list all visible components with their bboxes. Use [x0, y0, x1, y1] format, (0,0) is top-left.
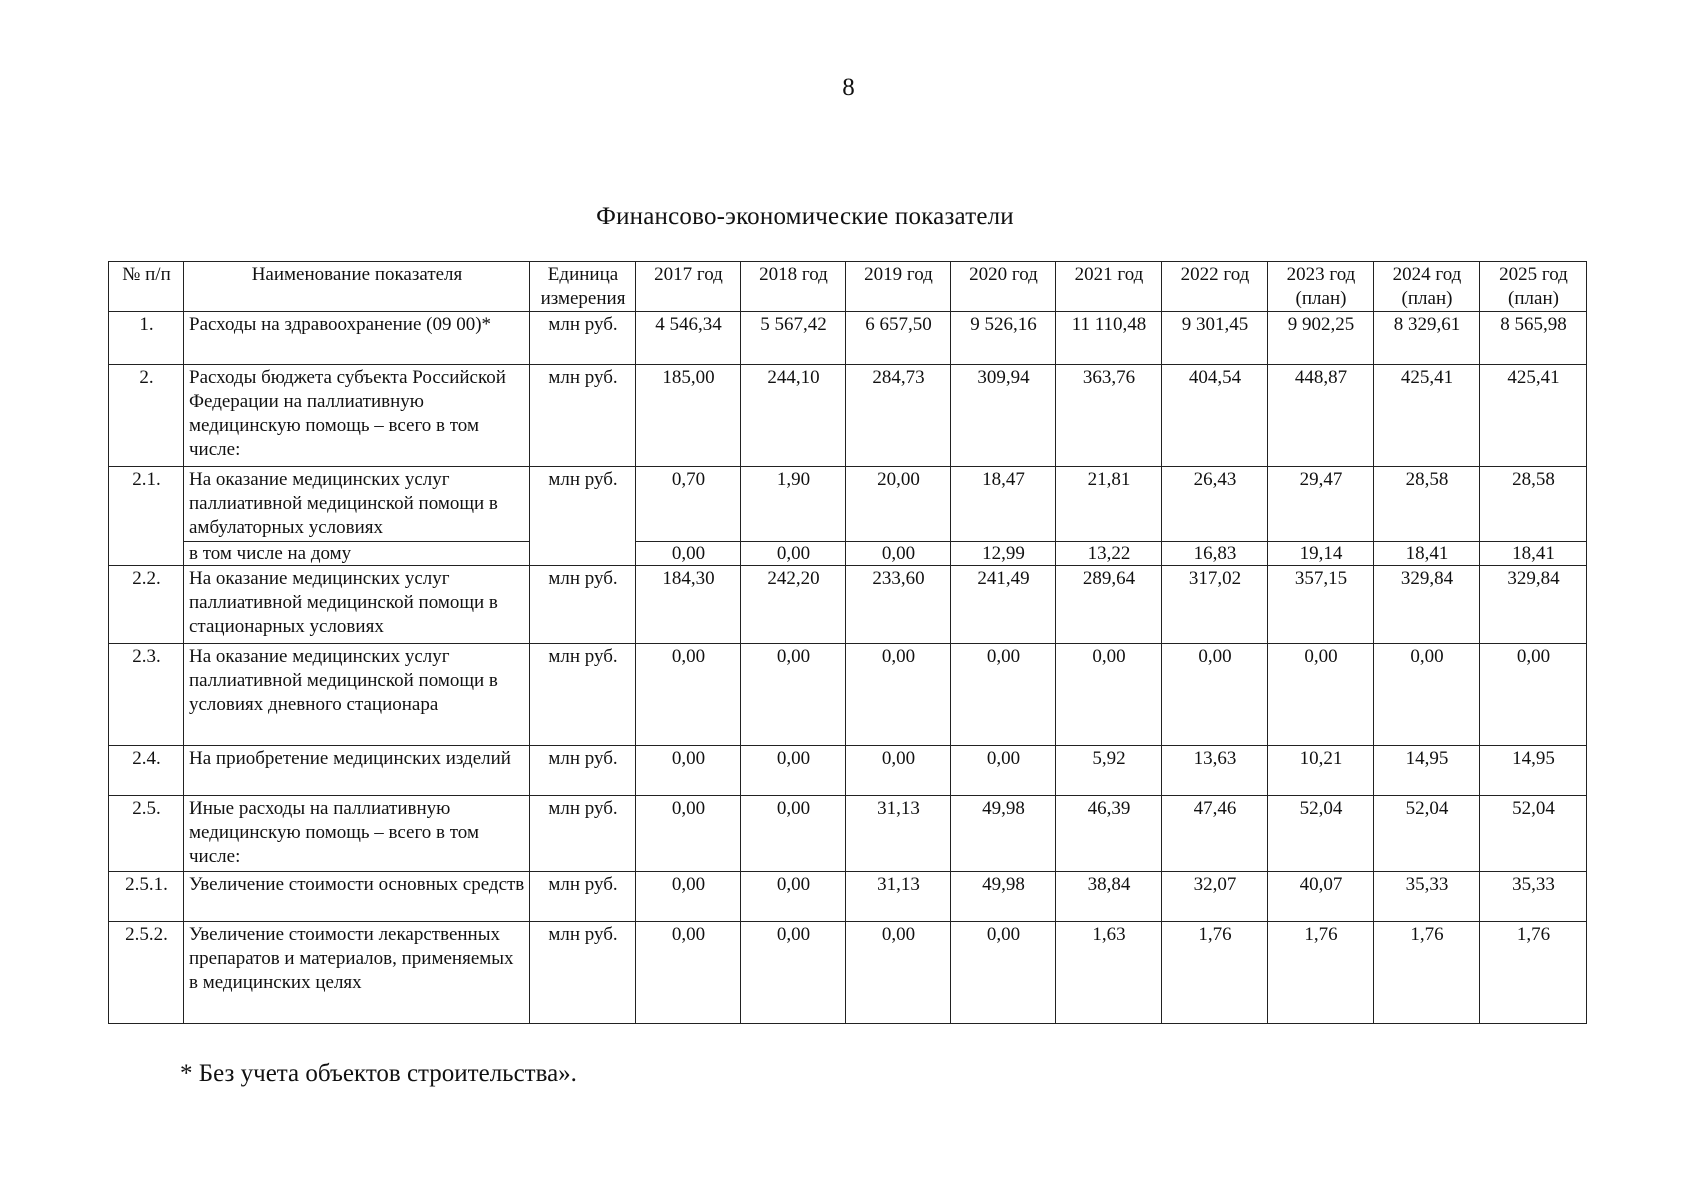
row-value: 47,46	[1162, 796, 1268, 872]
row-value: 11 110,48	[1056, 312, 1162, 365]
row-number: 2.	[109, 365, 184, 467]
row-value: 0,00	[846, 644, 951, 746]
row-value: 241,49	[951, 566, 1056, 644]
row-number: 2.3.	[109, 644, 184, 746]
row-unit: млн руб.	[530, 796, 636, 872]
row-value: 0,00	[741, 644, 846, 746]
row-value: 35,33	[1480, 872, 1587, 922]
header-year: 2018 год	[741, 262, 846, 312]
row-value: 6 657,50	[846, 312, 951, 365]
row-value: 309,94	[951, 365, 1056, 467]
row-value: 317,02	[1162, 566, 1268, 644]
header-name: Наименование показателя	[184, 262, 530, 312]
row-number: 2.5.	[109, 796, 184, 872]
row-value: 448,87	[1268, 365, 1374, 467]
header-year: 2017 год	[636, 262, 741, 312]
row-value: 10,21	[1268, 746, 1374, 796]
row-value: 357,15	[1268, 566, 1374, 644]
row-value: 0,00	[1480, 644, 1587, 746]
table-body	[109, 312, 1587, 1024]
row-unit: млн руб.	[530, 644, 636, 746]
row-value: 40,07	[1268, 872, 1374, 922]
subrow-value: 0,00	[846, 542, 951, 566]
header-year: 2022 год	[1162, 262, 1268, 312]
row-value: 8 565,98	[1480, 312, 1587, 365]
row-value: 49,98	[951, 796, 1056, 872]
row-value: 404,54	[1162, 365, 1268, 467]
row-value: 0,00	[636, 922, 741, 1024]
row-value: 1,76	[1480, 922, 1587, 1024]
header-year: 2024 год (план)	[1374, 262, 1480, 312]
row-name: Увеличение стоимости лекарственных препаратов и материалов, применяемых в медицинских целях	[184, 922, 530, 1024]
row-value: 9 526,16	[951, 312, 1056, 365]
row-value: 38,84	[1056, 872, 1162, 922]
row-value: 0,00	[951, 922, 1056, 1024]
row-value: 329,84	[1480, 566, 1587, 644]
row-value: 0,00	[636, 746, 741, 796]
row-value: 29,47	[1268, 467, 1374, 542]
row-value: 26,43	[1162, 467, 1268, 542]
subrow-value: 16,83	[1162, 542, 1268, 566]
row-number: 2.2.	[109, 566, 184, 644]
header-year: 2021 год	[1056, 262, 1162, 312]
row-value: 0,00	[741, 872, 846, 922]
row-value: 184,30	[636, 566, 741, 644]
row-value: 0,00	[1162, 644, 1268, 746]
table-row	[109, 365, 1587, 467]
row-value: 425,41	[1374, 365, 1480, 467]
row-value: 425,41	[1480, 365, 1587, 467]
row-number: 2.5.1.	[109, 872, 184, 922]
row-value: 242,20	[741, 566, 846, 644]
header-year: 2025 год (план)	[1480, 262, 1587, 312]
row-value: 46,39	[1056, 796, 1162, 872]
row-value: 1,63	[1056, 922, 1162, 1024]
row-value: 0,00	[1374, 644, 1480, 746]
row-name: Расходы бюджета субъекта Российской Федерации на паллиативную медицинскую помощь – всего в том числе:	[184, 365, 530, 467]
table-row	[109, 796, 1587, 872]
row-name: Увеличение стоимости основных средств	[184, 872, 530, 922]
subrow-value: 12,99	[951, 542, 1056, 566]
row-value: 0,00	[951, 746, 1056, 796]
footnote: * Без учета объектов строительства».	[180, 1060, 577, 1087]
row-value: 233,60	[846, 566, 951, 644]
subrow-value: 18,41	[1374, 542, 1480, 566]
row-value: 5 567,42	[741, 312, 846, 365]
table-row	[109, 872, 1587, 922]
row-value: 289,64	[1056, 566, 1162, 644]
row-value: 1,76	[1374, 922, 1480, 1024]
row-number: 2.5.2.	[109, 922, 184, 1024]
row-value: 284,73	[846, 365, 951, 467]
row-number: 2.4.	[109, 746, 184, 796]
row-value: 52,04	[1374, 796, 1480, 872]
row-value: 244,10	[741, 365, 846, 467]
financial-indicators-table	[108, 261, 1587, 1024]
row-value: 0,70	[636, 467, 741, 542]
subrow-value: 18,41	[1480, 542, 1587, 566]
row-value: 0,00	[636, 644, 741, 746]
row-number: 1.	[109, 312, 184, 365]
header-num: № п/п	[109, 262, 184, 312]
table-row	[109, 746, 1587, 796]
row-name: Иные расходы на паллиативную медицинскую помощь – всего в том числе:	[184, 796, 530, 872]
row-unit: млн руб.	[530, 365, 636, 467]
row-value: 0,00	[741, 746, 846, 796]
row-value: 1,76	[1268, 922, 1374, 1024]
table-row	[109, 644, 1587, 746]
subrow-value: 19,14	[1268, 542, 1374, 566]
row-unit: млн руб.	[530, 566, 636, 644]
page-number: 8	[842, 74, 855, 101]
row-name: Расходы на здравоохранение (09 00)*	[184, 312, 530, 365]
row-value: 49,98	[951, 872, 1056, 922]
row-value: 32,07	[1162, 872, 1268, 922]
subrow-value: 13,22	[1056, 542, 1162, 566]
row-value: 363,76	[1056, 365, 1162, 467]
row-value: 1,76	[1162, 922, 1268, 1024]
row-value: 31,13	[846, 796, 951, 872]
row-name: На приобретение медицинских изделий	[184, 746, 530, 796]
header-year: 2019 год	[846, 262, 951, 312]
header-year: 2020 год	[951, 262, 1056, 312]
table-subrow	[109, 542, 1587, 566]
row-value: 14,95	[1480, 746, 1587, 796]
row-value: 0,00	[846, 746, 951, 796]
row-value: 13,63	[1162, 746, 1268, 796]
row-value: 0,00	[636, 872, 741, 922]
row-value: 5,92	[1056, 746, 1162, 796]
table-row	[109, 467, 1587, 542]
row-value: 0,00	[741, 922, 846, 1024]
row-unit: млн руб.	[530, 922, 636, 1024]
table-row	[109, 566, 1587, 644]
row-value: 185,00	[636, 365, 741, 467]
row-value: 0,00	[741, 796, 846, 872]
table-title	[0, 203, 1697, 231]
row-unit: млн руб.	[530, 872, 636, 922]
header-row	[109, 262, 1587, 312]
row-value: 35,33	[1374, 872, 1480, 922]
row-unit: млн руб.	[530, 746, 636, 796]
row-value: 18,47	[951, 467, 1056, 542]
row-name: На оказание медицинских услуг паллиативной медицинской помощи в стационарных условиях	[184, 566, 530, 644]
header-year: 2023 год (план)	[1268, 262, 1374, 312]
row-value: 28,58	[1480, 467, 1587, 542]
row-name: На оказание медицинских услуг паллиативной медицинской помощи в условиях дневного стационара	[184, 644, 530, 746]
subrow-value: 0,00	[741, 542, 846, 566]
header-unit: Единица измерения	[530, 262, 636, 312]
row-value: 0,00	[1268, 644, 1374, 746]
row-value: 329,84	[1374, 566, 1480, 644]
row-value: 4 546,34	[636, 312, 741, 365]
row-value: 0,00	[1056, 644, 1162, 746]
subrow-value: 0,00	[636, 542, 741, 566]
table-row	[109, 922, 1587, 1024]
row-value: 9 301,45	[1162, 312, 1268, 365]
row-value: 9 902,25	[1268, 312, 1374, 365]
row-value: 31,13	[846, 872, 951, 922]
row-value: 28,58	[1374, 467, 1480, 542]
row-value: 52,04	[1480, 796, 1587, 872]
table-row	[109, 312, 1587, 365]
row-value: 14,95	[1374, 746, 1480, 796]
row-value: 20,00	[846, 467, 951, 542]
row-value: 21,81	[1056, 467, 1162, 542]
row-number: 2.1.	[109, 467, 184, 566]
table-title-text: Финансово-экономические показатели	[596, 203, 1014, 230]
row-value: 0,00	[636, 796, 741, 872]
row-value: 1,90	[741, 467, 846, 542]
subrow-name: в том числе на дому	[184, 542, 530, 566]
row-value: 8 329,61	[1374, 312, 1480, 365]
row-value: 52,04	[1268, 796, 1374, 872]
row-unit: млн руб.	[530, 312, 636, 365]
row-unit: млн руб.	[530, 467, 636, 566]
row-value: 0,00	[951, 644, 1056, 746]
row-value: 0,00	[846, 922, 951, 1024]
row-name: На оказание медицинских услуг паллиативной медицинской помощи в амбулаторных условиях	[184, 467, 530, 542]
